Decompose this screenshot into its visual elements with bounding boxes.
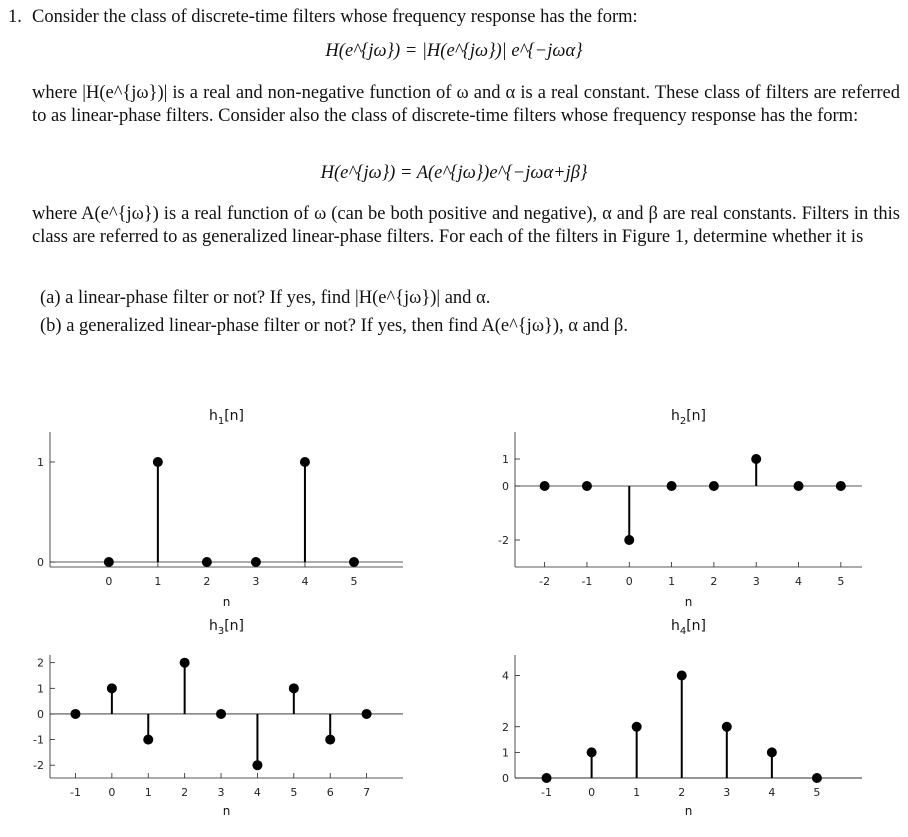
plot-4-stem-marker [587,747,597,757]
plot-3-stem-marker [107,683,117,693]
plot-1-x-tick-label: 0 [105,575,113,588]
plot-1-y-tick-label: 0 [37,556,44,569]
plot-2-stem-marker [794,481,804,491]
plot-4-x-tick-label: 0 [588,786,596,799]
plot-2-x-tick-label: 4 [795,575,803,588]
plot-2-x-tick-label: -1 [581,575,593,588]
plot-2-stem-marker [582,481,592,491]
stem-plots [0,380,908,833]
plot-3-y-tick-label: -2 [33,759,44,773]
plot-1-y-tick-label: 1 [37,456,44,469]
plot-3-x-tick-label: 6 [326,786,334,799]
equation-2: H(e^{jω}) = A(e^{jω})e^{−jωα+jβ} [320,163,588,183]
plot-1-stem-marker [300,457,310,467]
part-a: (a) a linear-phase filter or not? If yes, find |H(e^{jω})| and α. [40,288,491,308]
plot-4-x-tick-label: 5 [813,786,821,799]
plot-3-x-label: n [222,804,231,818]
plot-1-stem-marker [153,457,163,467]
plot-4-x-tick-label: -1 [541,786,553,799]
plot-3-x-tick-label: 4 [253,786,261,799]
plot-1-x-tick-label: 4 [301,575,309,588]
plot-2-stem-marker [624,535,634,545]
plot-3-stem-marker [180,658,190,668]
plot-3-stem-marker [143,735,153,745]
plot-1-stem-marker [202,557,212,567]
plot-2-x-label: n [684,595,693,609]
plot-3-stem-marker [362,709,372,719]
plot-3-title: $h_3[n]$ [208,618,245,637]
plot-2-x-tick-label: 3 [752,575,760,588]
plot-2-stem-marker [836,481,846,491]
plot-4-x-tick-label: 4 [768,786,776,799]
plot-1-x-tick-label: 5 [350,575,358,588]
plot-2-y-tick-label: 0 [502,480,509,493]
plot-2-x-tick-label: 2 [710,575,718,588]
plot-2-stem-marker [540,481,550,491]
plot-3-x-tick-label: 1 [144,786,152,799]
plot-4-y-tick-label: 2 [502,720,509,734]
plot-1-x-label: n [222,595,231,609]
plot-1-stem-marker [251,557,261,567]
plot-3-y-tick-label: 1 [37,682,44,696]
plot-1-x-tick-label: 2 [203,575,211,588]
plot-4-y-tick-label: 0 [502,772,509,785]
intro-text: Consider the class of discrete-time filters whose frequency response has the form: [32,7,638,27]
plot-3-y-tick-label: -1 [33,733,44,747]
plot-4-stem-marker [722,722,732,732]
plot-3-x-tick-label: 3 [217,786,225,799]
plot-4-x-label: n [684,804,693,818]
plot-3-x-tick-label: -1 [69,786,81,799]
plot-4-stem-marker [767,747,777,757]
plot-3-y-tick-label: 2 [37,656,44,670]
plot-2-x-tick-label: 1 [668,575,676,588]
problem-number: 1. [8,7,22,27]
plot-1-x-tick-label: 1 [154,575,162,588]
plot-1-title: $h_1[n]$ [208,408,245,427]
plot-3-stem-marker [70,709,80,719]
equation-1: H(e^{jω}) = |H(e^{jω})| e^{−jωα} [325,41,583,61]
plot-4-stem-marker [812,773,822,783]
plot-3-stem-marker [216,709,226,719]
plot-4-x-tick-label: 3 [723,786,731,799]
paragraph-1: where |H(e^{jω})| is a real and non-negative function of ω and α is a real constant. These class of filters are referred to as linear-phase filters. Consider also the class of discrete-time filters whose frequency response has the form: [32,83,900,126]
plot-3-stem-marker [252,760,262,770]
figure-1 [0,380,908,833]
plot-4-stem-marker [677,671,687,681]
plot-2-stem-marker [751,454,761,464]
plot-3-x-tick-label: 7 [363,786,371,799]
plot-4-stem-marker [542,773,552,783]
plot-1-stem-marker [104,557,114,567]
plot-2-stem-marker [709,481,719,491]
plot-4-x-tick-label: 2 [678,786,686,799]
plot-4-y-tick-label: 4 [502,669,509,683]
plot-3-x-tick-label: 5 [290,786,298,799]
paragraph-2: where A(e^{jω}) is a real function of ω (can be both positive and negative), α and β are real constants. Filters in this class are referred to as generalized linear-phase filters. For each of the filters in Figure 1, determine whether it is [32,204,900,247]
plot-3-stem-marker [289,683,299,693]
plot-3-stem-marker [325,735,335,745]
plot-2-x-tick-label: 5 [837,575,845,588]
plot-2-stem-marker [667,481,677,491]
part-b: (b) a generalized linear-phase filter or not? If yes, then find A(e^{jω}), α and β. [40,316,628,336]
plot-3-x-tick-label: 0 [108,786,116,799]
plot-3-x-tick-label: 2 [181,786,189,799]
plot-1-stem-marker [349,557,359,567]
plot-4-y-tick-label: 1 [502,746,509,760]
plot-3-y-tick-label: 0 [37,707,44,721]
plot-2-title: $h_2[n]$ [670,408,707,427]
plot-4-x-tick-label: 1 [633,786,641,799]
plot-2-x-tick-label: 0 [625,575,633,588]
plot-2-x-tick-label: -2 [539,575,551,588]
plot-1-x-tick-label: 3 [252,575,260,588]
plot-2-y-tick-label: 1 [502,453,509,466]
plot-4-title: $h_4[n]$ [670,618,707,637]
plot-4-stem-marker [632,722,642,732]
plot-2-y-tick-label: -2 [498,534,509,547]
